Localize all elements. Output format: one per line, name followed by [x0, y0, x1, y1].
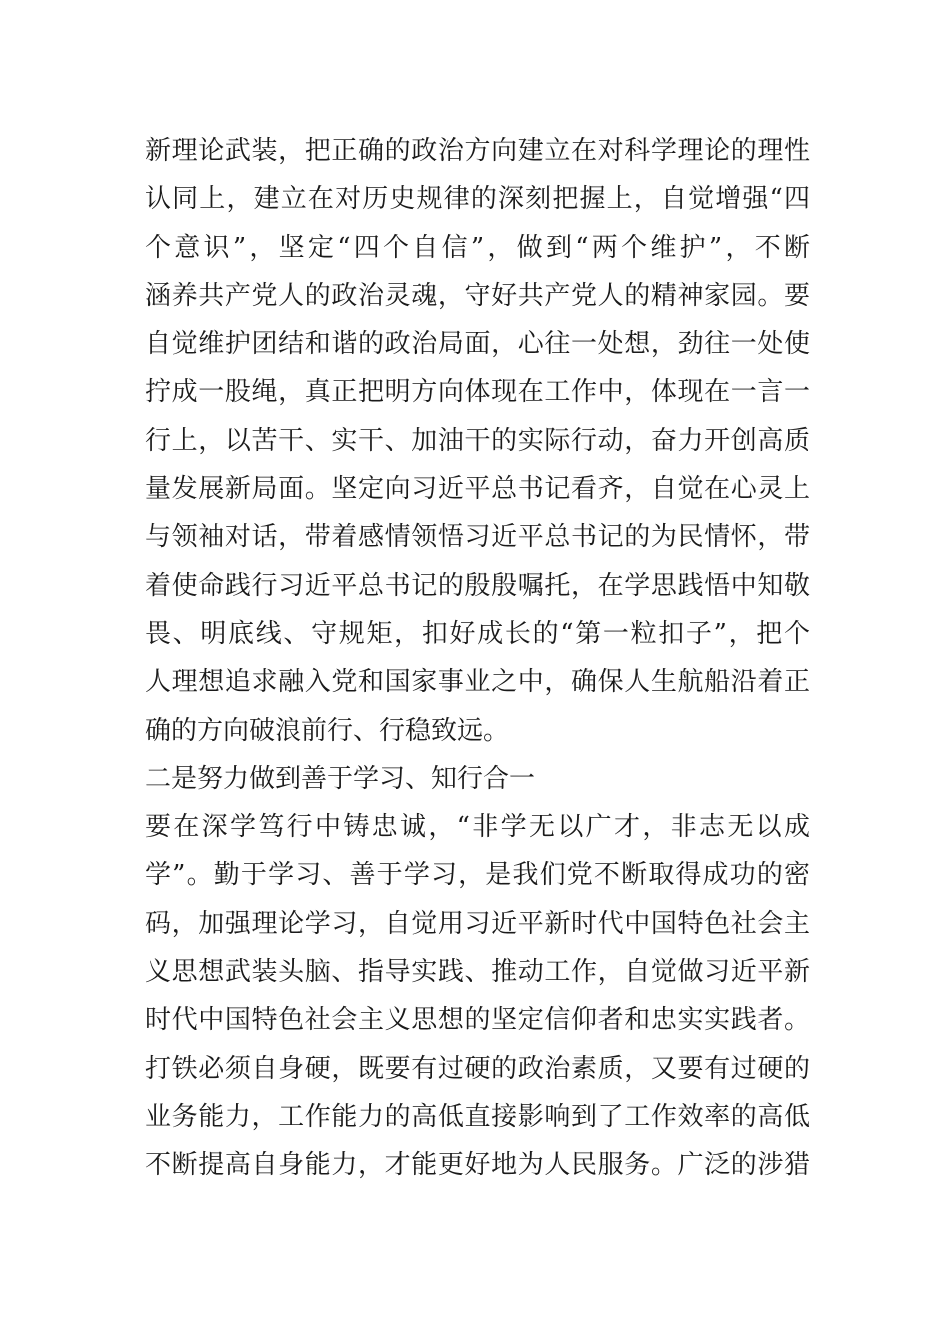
text-line: 不断提高自身能力，才能更好地为人民服务。广泛的涉猎: [145, 1150, 810, 1181]
text-line: 量发展新局面。坚定向习近平总书记看齐，自觉在心灵上: [145, 474, 810, 505]
text-line: 自觉维护团结和谐的政治局面，心往一处想，劲往一处使: [145, 329, 810, 360]
text-line: 码，加强理论学习，自觉用习近平新时代中国特色社会主: [145, 908, 810, 939]
text-line: 打铁必须自身硬，既要有过硬的政治素质，又要有过硬的: [145, 1053, 810, 1084]
text-line: 学”。勤于学习、善于学习，是我们党不断取得成功的密: [145, 860, 810, 891]
text-line: 要在深学笃行中铸忠诚，“非学无以广才，非志无以成: [145, 812, 810, 843]
text-line: 新理论武装，把正确的政治方向建立在对科学理论的理性: [145, 136, 810, 166]
body-text: [145, 127, 810, 1190]
text-line: 涵养共产党人的政治灵魂，守好共产党人的精神家园。要: [145, 280, 810, 311]
text-line: 人理想追求融入党和国家事业之中，确保人生航船沿着正: [145, 667, 810, 698]
text-line: 时代中国特色社会主义思想的坚定信仰者和忠实实践者。: [145, 1005, 810, 1036]
text-line: 与领袖对话，带着感情领悟习近平总书记的为民情怀，带: [145, 522, 810, 553]
text-line: 拧成一股绳，真正把明方向体现在工作中，体现在一言一: [145, 377, 810, 408]
text-line: 行上，以苦干、实干、加油干的实际行动，奋力开创高质: [145, 425, 810, 456]
text-line: 义思想武装头脑、指导实践、推动工作，自觉做习近平新: [145, 957, 810, 988]
text-line: 认同上，建立在对历史规律的深刻把握上，自觉增强“四: [145, 184, 810, 215]
text-line: 业务能力，工作能力的高低直接影响到了工作效率的高低: [145, 1101, 810, 1132]
text-line: 个意识”，坚定“四个自信”，做到“两个维护”，不断: [145, 232, 810, 263]
text-line: 着使命践行习近平总书记的殷殷嘱托，在学思践悟中知敬: [145, 570, 810, 601]
section-heading: 二是努力做到善于学习、知行合一: [145, 763, 536, 794]
text-line: 确的方向破浪前行、行稳致远。: [145, 715, 510, 746]
text-line: 畏、明底线、守规矩，扣好成长的“第一粒扣子”，把个: [145, 618, 810, 649]
